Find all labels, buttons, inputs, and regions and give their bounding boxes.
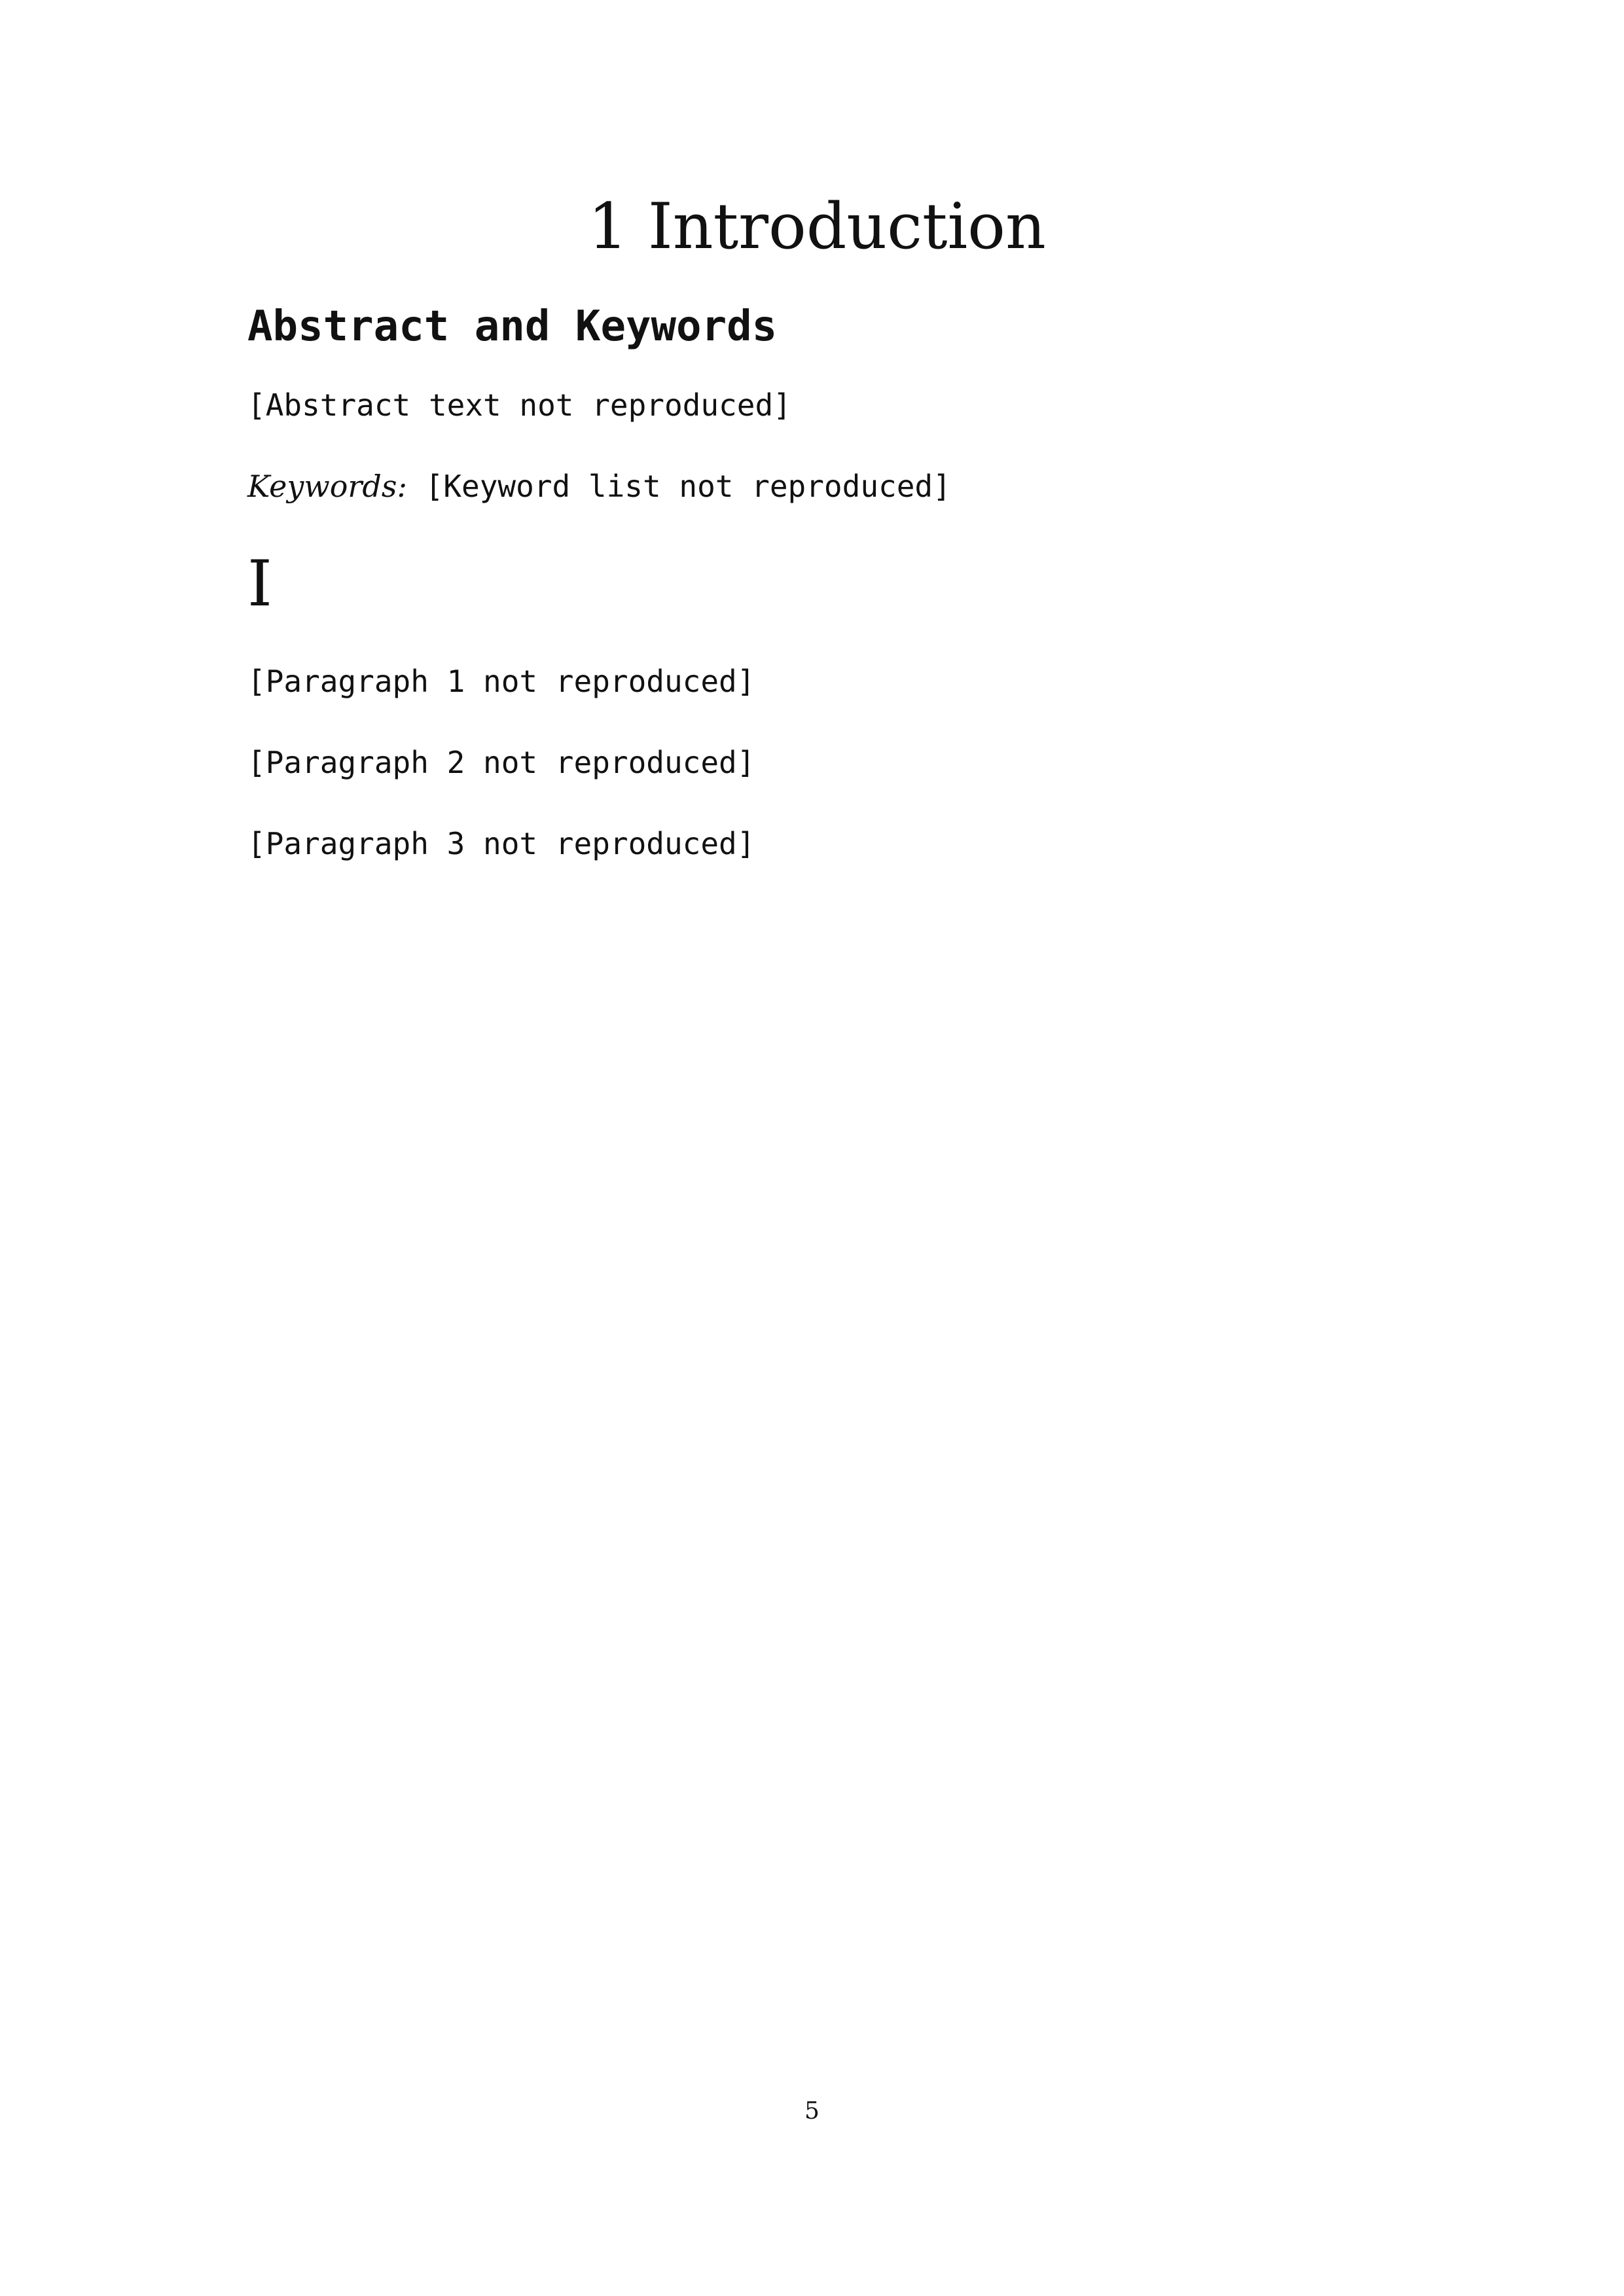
chapter-title: 1 Introduction xyxy=(588,190,1046,263)
section-numeral: I xyxy=(247,547,272,620)
body-paragraph: [Paragraph 2 not reproduced] xyxy=(247,745,755,780)
page-number: 5 xyxy=(804,2098,820,2125)
keywords xyxy=(247,465,1386,508)
abstract-text: [Abstract text not reproduced] xyxy=(247,387,791,423)
body-paragraph: [Paragraph 3 not reproduced] xyxy=(247,826,755,861)
body-paragraph: [Paragraph 1 not reproduced] xyxy=(247,664,755,699)
abstract-heading: Abstract and Keywords xyxy=(247,302,778,351)
keywords-label: Keywords: xyxy=(247,469,407,504)
book-page xyxy=(247,190,1386,903)
keywords-text: [Keyword list not reproduced] xyxy=(425,469,951,504)
